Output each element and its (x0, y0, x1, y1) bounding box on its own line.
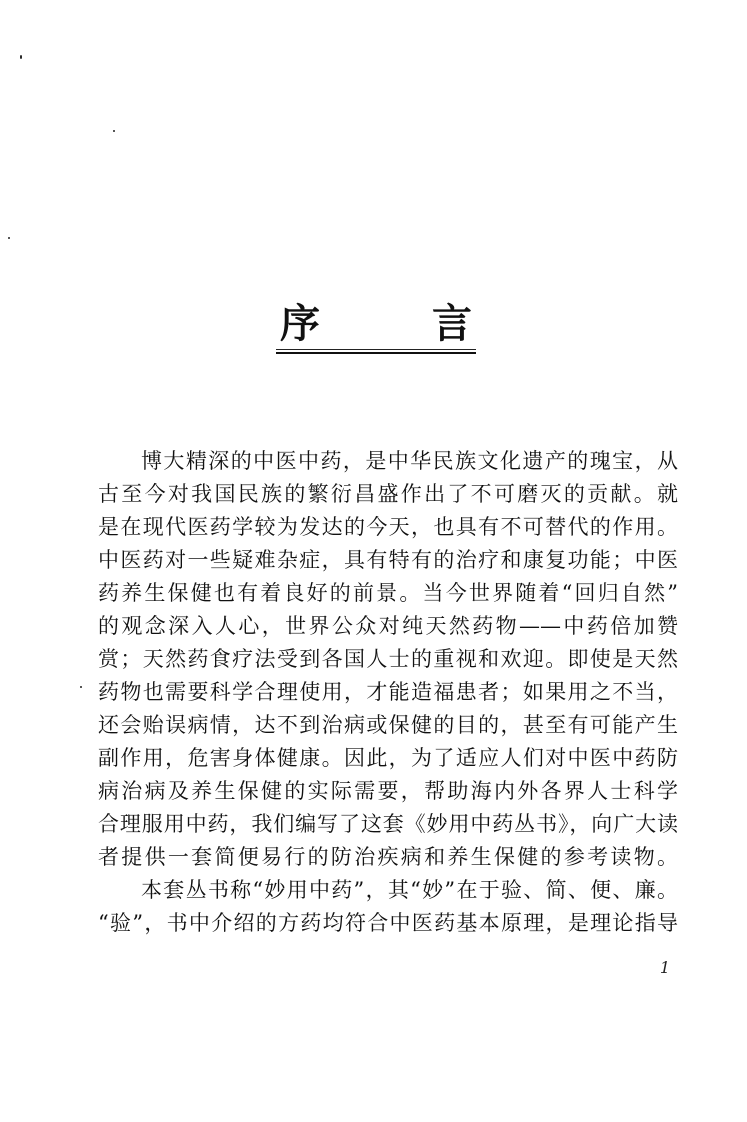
scan-speck (80, 686, 82, 688)
text-line: 者提供一套简便易行的防治疾病和养生保健的参考读物。 (98, 845, 678, 869)
page-number: 1 (659, 958, 670, 977)
text-line: 中医药对一些疑难杂症，具有特有的治疗和康复功能；中医 (98, 548, 678, 572)
text-line: 赏；天然药食疗法受到各国人士的重视和欢迎。即使是天然 (98, 647, 678, 671)
text-line: 药养生保健也有着良好的前景。当今世界随着“回归自然” (98, 581, 678, 605)
scan-speck (8, 237, 10, 239)
preface-title (276, 300, 476, 348)
title-underline-thin (276, 349, 476, 350)
title-char-1: 序 (280, 301, 320, 347)
text-line: 还会贻误病情，达不到治病或保健的目的，甚至有可能产生 (98, 713, 678, 737)
text-line: 药物也需要科学合理使用，才能造福患者；如果用之不当， (98, 680, 678, 704)
text-line: 古至今对我国民族的繁衍昌盛作出了不可磨灭的贡献。就 (98, 482, 678, 506)
text-line: 副作用，危害身体健康。因此，为了适应人们对中医中药防 (98, 746, 678, 770)
scan-speck (113, 130, 115, 132)
text-line: 病治病及养生保健的实际需要，帮助海内外各界人士科学 (98, 779, 678, 803)
text-line: 是在现代医药学较为发达的今天，也具有不可替代的作用。 (98, 515, 678, 539)
title-underline-thick (276, 352, 476, 354)
scan-speck (20, 55, 22, 59)
text-line: 博大精深的中医中药，是中华民族文化遗产的瑰宝，从 (141, 449, 678, 473)
body-text (98, 445, 678, 940)
text-line: 的观念深入人心，世界公众对纯天然药物——中药倍加赞 (98, 614, 678, 638)
text-line: “验”，书中介绍的方药均符合中医药基本原理，是理论指导 (98, 911, 678, 935)
text-line: 合理服用中药，我们编写了这套《妙用中药丛书》，向广大读 (98, 812, 678, 836)
title-char-2: 言 (432, 301, 472, 347)
text-line: 本套丛书称“妙用中药”，其“妙”在于验、简、便、廉。 (141, 878, 678, 902)
